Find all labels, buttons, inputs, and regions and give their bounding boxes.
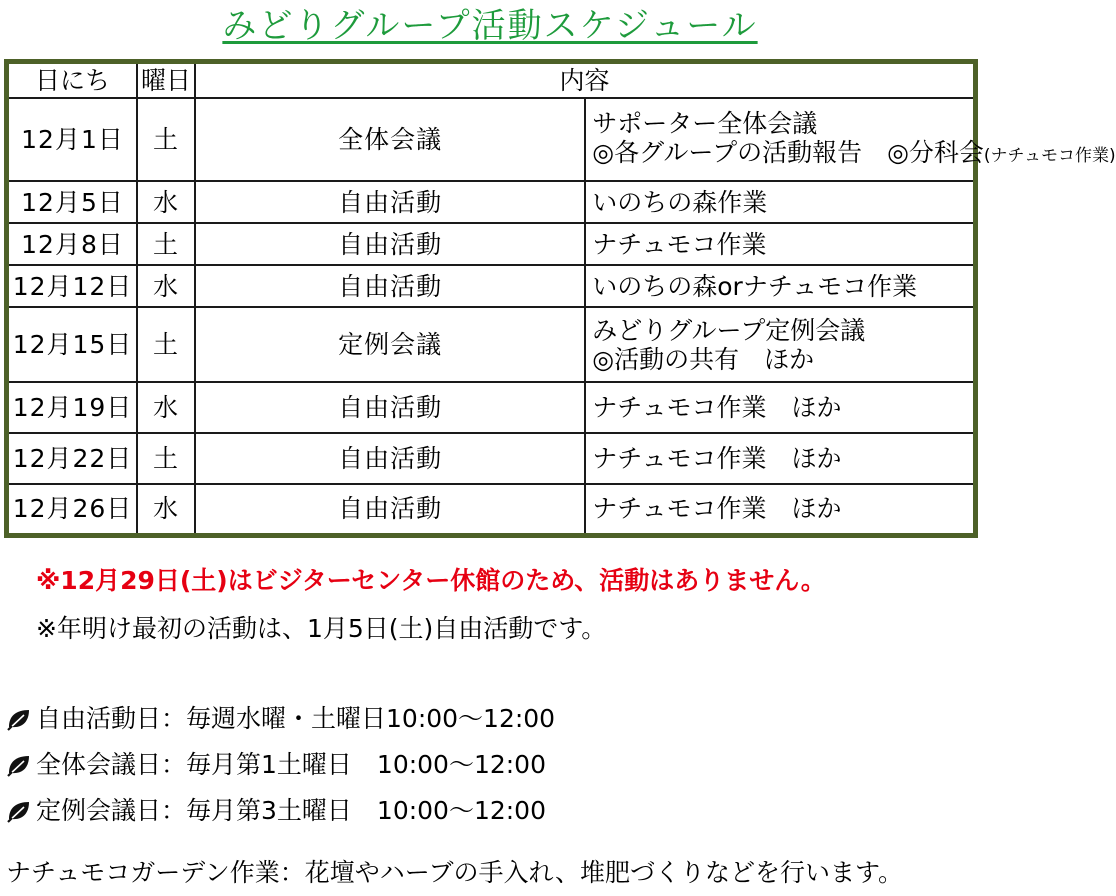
page-title-text: みどりグループ活動スケジュール [222,6,758,46]
content-line: みどりグループ定例会議 [592,315,866,345]
cell-date: 12月8日 [7,223,138,265]
cell-date: 12月15日 [7,307,138,382]
cell-type: 自由活動 [195,484,585,535]
cell-day: 水 [137,484,195,535]
content-text: ◎各グループの活動報告 ◎分科会 [592,137,984,167]
cell-type: 定例会議 [195,307,585,382]
schedule-item-general-meeting [6,750,546,780]
cell-day: 水 [137,265,195,307]
cell-date: 12月19日 [7,382,138,433]
cell-type: 自由活動 [195,382,585,433]
leaf-icon [6,798,32,824]
cell-date: 12月12日 [7,265,138,307]
schedule-item-regular-meeting [6,796,546,826]
cell-day: 土 [137,223,195,265]
cell-day: 土 [137,307,195,382]
table-row [7,265,976,307]
cell-day: 土 [137,98,195,181]
schedule-text: 全体会議日：毎月第1土曜日 10:00～12:00 [36,750,546,779]
content-line: ◎活動の共有 ほか [592,344,815,374]
closure-notice: ※12月29日(土)はビジターセンター休館のため、活動はありません。 [36,566,826,595]
new-year-note: ※年明け最初の活動は、1月5日(土)自由活動です。 [36,614,607,643]
content-line [592,137,1116,171]
schedule-text: 自由活動日：毎週水曜・土曜日10:00～12:00 [36,704,556,733]
cell-type: 自由活動 [195,265,585,307]
table-row [7,98,976,181]
cell-date: 12月1日 [7,98,138,181]
cell-content: いのちの森作業 [585,181,975,223]
cell-type: 自由活動 [195,181,585,223]
table-row [7,433,976,484]
cell-type: 自由活動 [195,223,585,265]
cell-content [585,98,1116,181]
cell-date: 12月26日 [7,484,138,535]
cell-day: 水 [137,181,195,223]
schedule-text: 定例会議日：毎月第3土曜日 10:00～12:00 [36,796,546,825]
cell-date: 12月5日 [7,181,138,223]
cell-content: ナチュモコ作業 [585,223,975,265]
header-date: 日にち [7,62,138,99]
leaf-icon [6,752,32,778]
page-title [0,4,980,48]
header-day: 曜日 [137,62,195,99]
cell-content: ナチュモコ作業 ほか [585,382,975,433]
table-row [7,307,976,382]
cell-content: ナチュモコ作業 ほか [585,433,975,484]
cell-day: 土 [137,433,195,484]
content-line: サポーター全体会議 [592,108,818,138]
table-row [7,484,976,535]
table-row [7,181,976,223]
table-row [7,382,976,433]
cell-content: いのちの森orナチュモコ作業 [585,265,975,307]
table-row [7,223,976,265]
header-content: 内容 [195,62,976,99]
cell-type: 自由活動 [195,433,585,484]
table-header-row [7,62,976,99]
cell-day: 水 [137,382,195,433]
leaf-icon [6,706,32,732]
cell-date: 12月22日 [7,433,138,484]
content-small-text: (ナチュモコ作業) [983,145,1116,166]
schedule-item-free-activity [6,704,555,734]
cell-content: ナチュモコ作業 ほか [585,484,975,535]
schedule-table [4,59,1116,538]
cell-content [585,307,975,382]
garden-work-description: ナチュモコガーデン作業：花壇やハーブの手入れ、堆肥づくりなどを行います。 [6,858,904,887]
cell-type: 全体会議 [195,98,585,181]
